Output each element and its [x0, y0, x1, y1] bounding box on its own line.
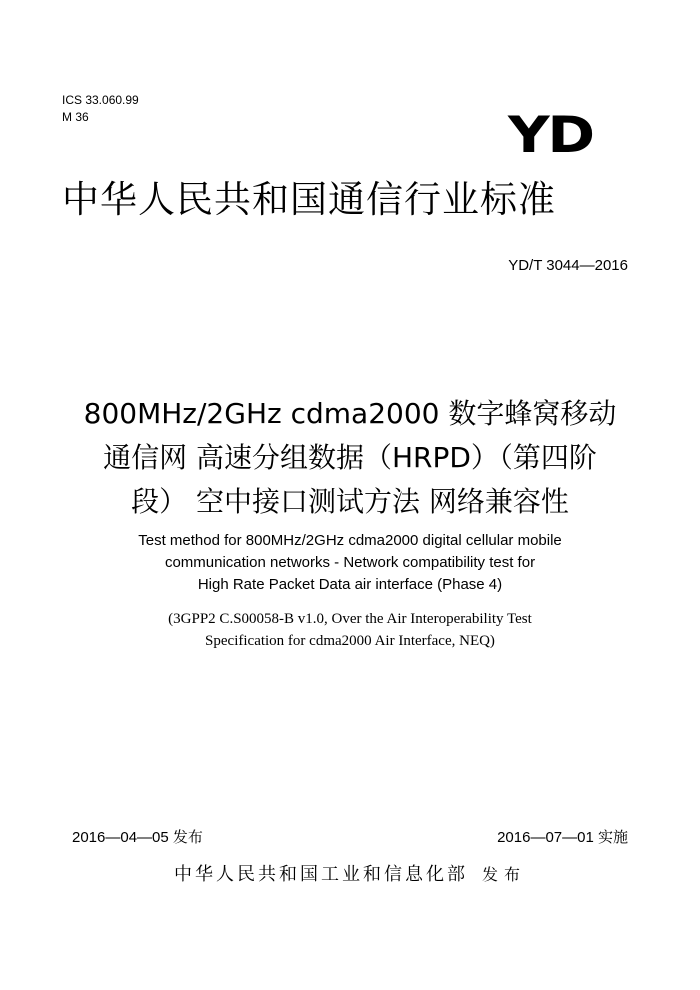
chinese-title-line-1: 800MHz/2GHz cdma2000 数字蜂窝移动 — [83, 397, 617, 430]
english-title-line-1: Test method for 800MHz/2GHz cdma2000 digital cellular mobile — [138, 532, 562, 549]
yd-logo: YD — [508, 106, 593, 164]
chinese-title-line-3: 段） 空中接口测试方法 网络兼容性 — [131, 485, 569, 518]
classification-codes — [62, 92, 139, 126]
header-rule — [60, 234, 640, 235]
reference-line-1: (3GPP2 C.S00058-B v1.0, Over the Air Interoperability Test — [168, 611, 532, 627]
issue-date: 2016—04—05 发布 — [72, 829, 203, 846]
chinese-title — [60, 392, 640, 524]
organization-title: 中华人民共和国通信行业标准 — [62, 178, 556, 221]
ics-code: ICS 33.060.99 — [62, 93, 139, 107]
ccs-code: M 36 — [62, 110, 89, 124]
issuing-authority — [60, 862, 640, 888]
english-title-line-3: High Rate Packet Data air interface (Phase 4) — [197, 576, 503, 593]
chinese-title-line-2: 通信网 高速分组数据（HRPD）（第四阶 — [103, 441, 597, 474]
reference-line-2: Specification for cdma2000 Air Interface, NEQ) — [205, 633, 495, 649]
english-title — [60, 530, 640, 596]
issuer-organization: 中华人民共和国工业和信息化部 — [173, 864, 468, 885]
standard-number: YD/T 3044—2016 — [508, 257, 628, 274]
english-title-line-2: communication networks - Network compatibility test for — [164, 554, 536, 571]
implementation-date: 2016—07—01 实施 — [497, 829, 628, 846]
issuer-action: 发布 — [481, 865, 526, 884]
reference-standard — [60, 608, 640, 652]
